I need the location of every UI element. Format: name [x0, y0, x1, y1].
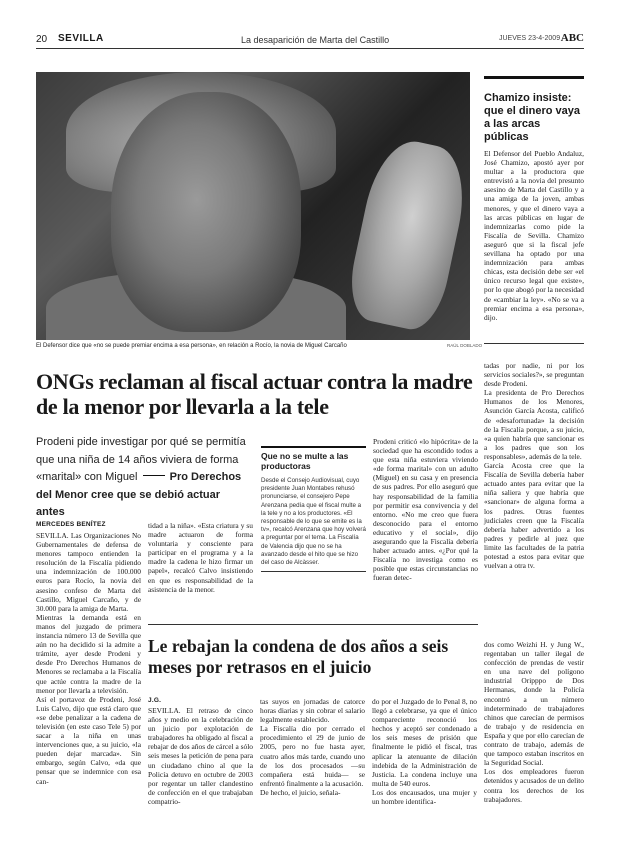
article2-column-2: tas suyos en jornadas de catorce horas diarias y sin cobrar el salario legalmente establecido. La Fiscalía dio por cerrado el procedimiento el 29 de junio de 2005, pero no fue hasta ayer, cuatro años más tarde, cuando uno de los dos procesados —su compañera está huida— se enfrentó finalmente a la acusación. De hecho, el juicio, señala- — [260, 697, 365, 797]
article2-byline: J.G. — [148, 697, 162, 704]
article-column-4: tadas por nadie, ni por los servicios sociales?», se preguntan desde Prodeni. La presidenta de Pro Derechos Humanos de los Menores, Asunción García Acosta, calificó de «desafortunada» la decisión de la Fiscalía porque, a su juicio, «a quien habría que sancionar es a los padres que son los responsables», además de la tele. García Acosta cree que la Fiscalía de Sevilla debería haber actuado antes para evitar que la niña saliera y que habría que «sancionar» de alguna forma a los padres. Otras fuentes judiciales creen que la Fiscalía debería haber advertido a los padres y pedirle al juez que limite las facultades de la patria potestad a estos para evitar que vuelvan a otra tv. — [484, 361, 584, 571]
article-byline: MERCEDES BENÍTEZ — [36, 521, 106, 528]
subhead-part-1: Prodeni pide investigar por qué se permitía que una niña de 14 años viviera de forma «marital» con Miguel — [36, 436, 246, 483]
newspaper-logo: ABC — [560, 32, 584, 44]
article2-headline: Le rebajan la condena de dos años a seis meses por retrasos en el juicio — [148, 636, 449, 677]
page-number: 20 — [36, 34, 48, 45]
photo-face-shape — [111, 92, 301, 332]
article-subhead — [36, 434, 251, 522]
photo-caption: El Defensor dice que «no se puede premiar encima a esa persona», en relación a Rocío, la novia de Miguel Carcaño — [36, 343, 347, 349]
photo-credit: RAÚL DOBLADO — [447, 343, 483, 348]
article-column-2: tidad a la niña». «Esta criatura y su madre actuaron de forma voluntaria y consciente para participar en el programa y a la madre la cadena le hizo firmar un papel», recalcó Calvo insistiendo en que es responsabilidad de la asistencia de la menor. — [148, 521, 253, 594]
sidebar-body: El Defensor del Pueblo Andaluz, José Chamizo, apostó ayer por multar a la productora que entrevistó a la novia del presunto asesino de Marta del Castillo y a una amiga de la joven, ambas menores, y que el dinero vaya a las arcas públicas en lugar de indemnizarlas como pide la Fiscalía de Sevilla. Chamizo aseguró que si la fiscal jefe sevillana ha optado por una indemnización para ambas chicas, esta decisión debe ser «el único recurso legal que existe», por lo que abogó por la necesidad de «cambiar la ley». «No se va a premiar encima a esa persona», dijo. — [484, 149, 584, 322]
info-box-title: Que no se multe a las productoras — [261, 451, 349, 471]
article-headline: ONGs reclaman al fiscal actuar contra la madre de la menor por llevarla a la tele — [36, 369, 473, 419]
article-separator — [148, 624, 478, 625]
sidebar-bottom-rule — [484, 343, 584, 344]
article-column-1: SEVILLA. Las Organizaciones No Gubernamentales de defensa de menores tampoco entienden la resolución de la Fiscalía pidiendo una indemnización de 100.000 euros para Rocío, la novia del asesino confeso de Marta del Castillo, Miguel Carcaño, y de 30.000 para la amiga de Marta. Mientras la demanda está en manos del juzgado de primera instancia número 13 de Sevilla que aún no ha decidido si la admite a trámite, ayer desde Prodeni y desde Pro Derechos Humanos de Menores se reclamaba a la Fiscalía que actúe contra la madre de la menor por llevarla a televisión. Así el portavoz de Prodeni, José Luis Calvo, dijo que está claro que «se debe penalizar a la cadena de televisión (en este caso Tele 5) por sacar a la niña en unas intervenciones que, a su juicio, «la pueden dejar marcada». Sin embargo, según Calvo, «da que pensar que se indemnice con esa can- — [36, 531, 141, 786]
article2-column-1: SEVILLA. El retraso de cinco años y medio en la celebración de un juicio por explotación de trabajadores ha obligado al fiscal a rebajar de dos años de cárcel a sólo seis meses la petición de pena para un ciudadano chino al que la Policía detuvo en octubre de 2003 por regentar un taller clandestino de confección en el que trabajaban compatrio- — [148, 706, 253, 806]
article-photo — [36, 72, 470, 340]
article2-column-3: do por el Juzgado de lo Penal 8, no llegó a celebrarse, ya que el único compareciente reconoció los hechos y aceptó ser condenado a los seis meses de prisión que finalmente le pidió el fiscal, tras aplicar la atenuante de dilación indebida de la Administración de Justicia. La condena incluye una multa de 540 euros. Los dos encausados, una mujer y un hombre identifica- — [372, 697, 477, 807]
photo-hand-shape — [343, 134, 470, 335]
page-header — [36, 30, 584, 49]
subhead-part-2: Pro Derechos del Menor cree que se debió actuar antes — [36, 471, 242, 518]
article-column-3: Prodeni criticó «lo hipócrita» de la sociedad que ha escondido todos a que esta niña estuviera viviendo «de forma marital» con un adulto (Miguel) en su casa y en presencia de sus padres. Por ello aseguró que hay responsabilidad de la familia por permitir esa convivencia y del entorno. «No me creo que fuera desconocido para el entorno educativo y el social», dijo asegurando que la Fiscalía debería haber actuado antes. «¿Por qué la Fiscalía no investiga como es posible que estas circunstancias no fueran detec- — [373, 437, 478, 583]
subhead-separator — [143, 475, 165, 476]
page-topic: La desaparición de Marta del Castillo — [241, 35, 390, 45]
article2-column-4: dos como Weizhi H. y Jung W., regentaban un taller ilegal de confección de prendas de vestir en una nave del polígono industrial Oripppo de Dos Hermanas, donde la Policía encontró a un número indeterminado de trabajadores chinos que carecían de permisos de trabajo y de residencia en España y que por ello carecían de contrato de trabajo, además de que tampoco estaban inscritos en la Seguridad Social. Los dos empleadores fueron detenidos y acusados de un delito contra los derechos de los trabajadores. — [484, 640, 584, 804]
info-box-body: Desde el Consejo Audiovisual, cuyo presidente Juan Montabes rehusó pronunciarse, el consejero Pepe Arenzana pedía que el fiscal multe a la tele y no a los productores. «El responsable de lo que se emite es la tv», recalcó Arenzana que hoy volverá a preguntar por el tema. La Fiscalía de Valencia dijo que no se ha avanzado desde el hito que se hizo del caso de Alcàsser. — [261, 477, 366, 567]
issue-date: JUEVES 23-4-2009 — [499, 35, 561, 42]
sidebar-title: Chamizo insiste: que el dinero vaya a las arcas públicas — [484, 92, 580, 143]
sidebar-top-rule — [484, 76, 584, 79]
info-box-bottom-rule — [261, 571, 366, 572]
info-box — [261, 446, 366, 572]
section-name: SEVILLA — [58, 33, 104, 44]
